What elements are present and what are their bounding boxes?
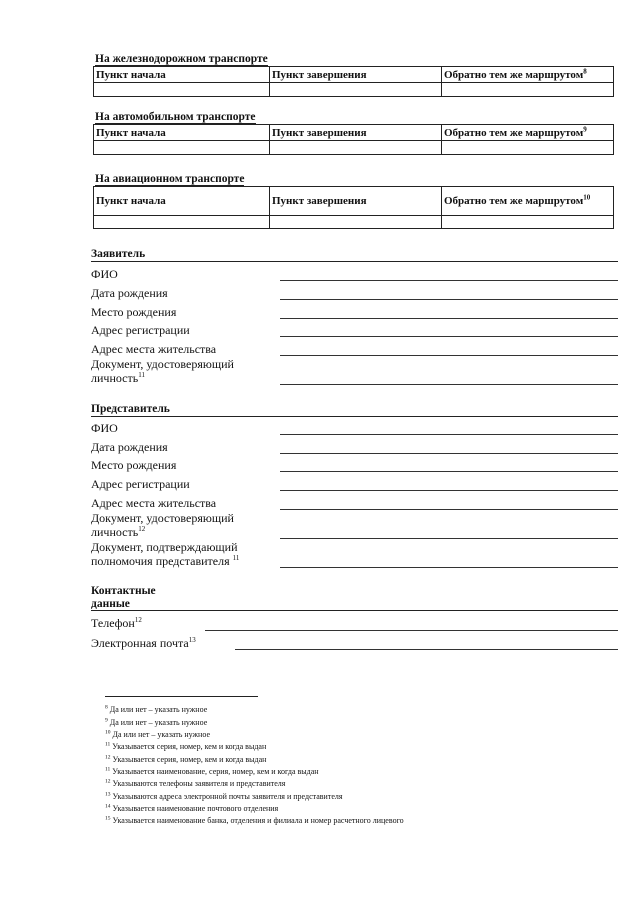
representative-title: Представитель (91, 403, 618, 417)
contacts-title: Контактные данные (91, 585, 156, 610)
footnote-10: $^{10}$ Да или нет – указать нужное (105, 729, 210, 739)
footnote-11b: $^{11}$ Указывается наименование, серия, номер, кем и когда выдан (105, 766, 319, 776)
air-start-cell[interactable] (94, 216, 270, 229)
applicant-reg-address-field[interactable] (280, 336, 618, 337)
rep-birthdate-label: Дата рождения (91, 440, 168, 454)
applicant-birthplace-label: Место рождения (91, 305, 177, 319)
rep-fio-field[interactable] (280, 434, 618, 435)
footnote-8: $^8$ Да или нет – указать нужное (105, 704, 208, 714)
auto-return-cell[interactable] (442, 141, 614, 155)
applicant-birthdate-field[interactable] (280, 299, 618, 300)
air-end-cell[interactable] (270, 216, 442, 229)
rail-start-cell[interactable] (94, 83, 270, 97)
applicant-fio-field[interactable] (280, 280, 618, 281)
applicant-birthdate-label: Дата рождения (91, 286, 168, 300)
air-col-return: Обратно тем же маршрутом$^{10}$ (442, 187, 614, 216)
rep-id-doc-label: Документ, удостоверяющий личность$^{12}$ (91, 511, 234, 539)
applicant-live-address-label: Адрес места жительства (91, 342, 217, 356)
applicant-id-doc-label: Документ, удостоверяющий личность$^{11}$ (91, 357, 234, 385)
auto-section-title: На автомобильном транспорте (95, 111, 256, 123)
rail-col-end: Пункт завершения (270, 67, 442, 83)
applicant-id-doc-field[interactable] (280, 384, 618, 385)
applicant-reg-address-label: Адрес регистрации (91, 323, 190, 337)
rep-fio-label: ФИО (91, 421, 118, 435)
footnote-12b: $^{12}$ Указываются телефоны заявителя и представителя (105, 778, 286, 788)
auto-col-return: Обратно тем же маршрутом$^9$ (442, 125, 614, 141)
rail-return-cell[interactable] (442, 83, 614, 97)
footnote-15: $^{15}$ Указывается наименование банка, отделения и филиала и номер расчетного лицевого (105, 815, 404, 825)
footnote-separator (105, 696, 258, 697)
applicant-title: Заявитель (91, 248, 618, 262)
rep-reg-address-field[interactable] (280, 490, 618, 491)
rep-birthdate-field[interactable] (280, 453, 618, 454)
auto-end-cell[interactable] (270, 141, 442, 155)
auto-start-cell[interactable] (94, 141, 270, 155)
footnote-9: $^9$ Да или нет – указать нужное (105, 717, 208, 727)
rep-live-address-field[interactable] (280, 509, 618, 510)
rep-reg-address-label: Адрес регистрации (91, 477, 190, 491)
rail-end-cell[interactable] (270, 83, 442, 97)
air-return-cell[interactable] (442, 216, 614, 229)
rep-live-address-label: Адрес места жительства (91, 496, 217, 510)
rep-id-doc-field[interactable] (280, 538, 618, 539)
air-col-end: Пункт завершения (270, 187, 442, 216)
footnote-11a: $^{11}$ Указывается серия, номер, кем и когда выдан (105, 741, 267, 751)
contact-email-label: Электронная почта$^{13}$ (91, 636, 196, 650)
applicant-birthplace-field[interactable] (280, 318, 618, 319)
rep-birthplace-label: Место рождения (91, 458, 177, 472)
auto-col-start: Пункт начала (94, 125, 270, 141)
rail-col-start: Пункт начала (94, 67, 270, 83)
rep-authority-doc-field[interactable] (280, 567, 618, 568)
auto-col-end: Пункт завершения (270, 125, 442, 141)
rail-col-return: Обратно тем же маршрутом$^8$ (442, 67, 614, 83)
air-section-title: На авиационном транспорте (95, 173, 245, 185)
rail-route-table (93, 66, 614, 97)
footnote-13: $^{13}$ Указываются адреса электронной почты заявителя и представителя (105, 791, 343, 801)
rep-authority-doc-label: Документ, подтверждающий полномочия представителя $^{11}$ (91, 540, 240, 568)
contact-phone-field[interactable] (205, 630, 618, 631)
footnote-14: $^{14}$ Указывается наименование почтового отделения (105, 803, 279, 813)
applicant-live-address-field[interactable] (280, 355, 618, 356)
air-route-table (93, 186, 614, 229)
rail-section-title: На железнодорожном транспорте (95, 53, 268, 65)
air-col-start: Пункт начала (94, 187, 270, 216)
auto-route-table (93, 124, 614, 155)
contact-phone-label: Телефон$^{12}$ (91, 616, 142, 630)
footnote-12a: $^{12}$ Указывается серия, номер, кем и когда выдан (105, 754, 267, 764)
applicant-fio-label: ФИО (91, 267, 118, 281)
rep-birthplace-field[interactable] (280, 471, 618, 472)
contacts-title-underline (91, 610, 618, 611)
contact-email-field[interactable] (235, 649, 618, 650)
